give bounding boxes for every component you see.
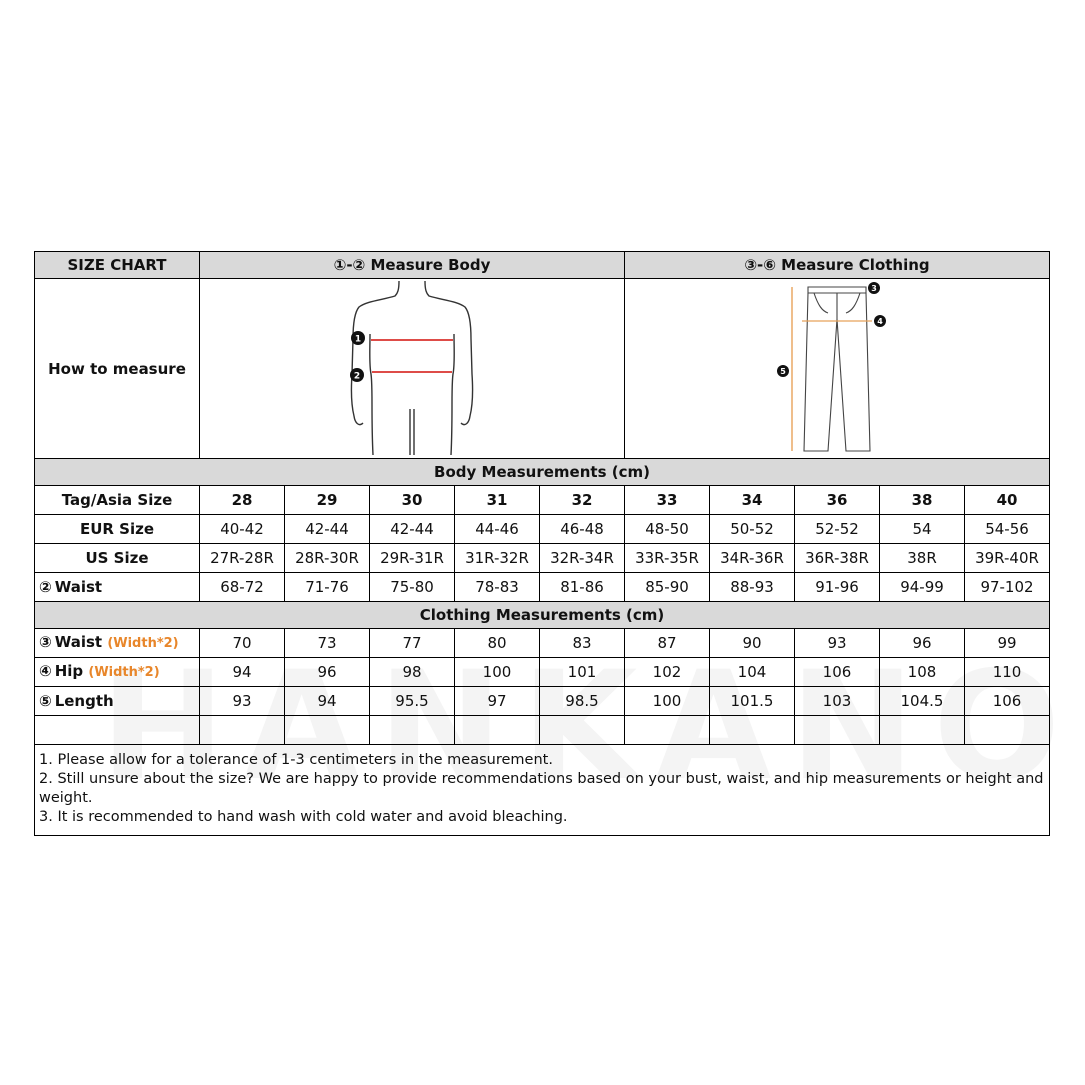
table-cell: 31R-32R — [455, 544, 540, 573]
table-cell: 96 — [880, 629, 965, 658]
table-cell: 110 — [965, 658, 1050, 687]
table-row — [35, 687, 1050, 716]
empty-cell — [200, 716, 285, 745]
table-cell: 54 — [880, 515, 965, 544]
size-chart-table — [34, 251, 1050, 836]
note-line: 2. Still unsure about the size? We are happy to provide recommendations based on your bust, waist, and hip measurements or height and weight. — [39, 771, 1044, 806]
width-note: (Width*2) — [107, 636, 179, 651]
table-cell: 50-52 — [710, 515, 795, 544]
empty-cell — [285, 716, 370, 745]
marker-5-label: 5 — [780, 367, 786, 376]
table-cell: 36 — [795, 486, 880, 515]
table-cell: 34 — [710, 486, 795, 515]
empty-cell — [455, 716, 540, 745]
table-row — [35, 544, 1050, 573]
table-cell: 104 — [710, 658, 795, 687]
table-cell: 101 — [540, 658, 625, 687]
table-cell: 99 — [965, 629, 1050, 658]
table-cell: 104.5 — [880, 687, 965, 716]
table-cell: 30 — [370, 486, 455, 515]
table-cell: 100 — [455, 658, 540, 687]
table-row — [35, 515, 1050, 544]
table-cell: 101.5 — [710, 687, 795, 716]
measurement-marker-icon: ② — [39, 578, 52, 596]
table-cell: 71-76 — [285, 573, 370, 602]
chart-header-row — [35, 252, 1050, 279]
table-cell: 87 — [625, 629, 710, 658]
empty-cell — [625, 716, 710, 745]
row-label-text: EUR Size — [79, 520, 155, 538]
table-cell: 78-83 — [455, 573, 540, 602]
how-to-measure-label: How to measure — [35, 279, 200, 459]
clothing-measurements-title: Clothing Measurements (cm) — [35, 602, 1050, 629]
table-cell: 39R-40R — [965, 544, 1050, 573]
body-section-header-row — [35, 459, 1050, 486]
marker-4-label: 4 — [877, 317, 883, 326]
table-cell: 95.5 — [370, 687, 455, 716]
table-cell: 100 — [625, 687, 710, 716]
table-cell: 108 — [880, 658, 965, 687]
clothing-diagram-cell — [625, 279, 1050, 459]
measurement-marker-icon: ④ — [39, 662, 52, 680]
empty-cell — [540, 716, 625, 745]
marker-1-label: 1 — [354, 334, 362, 345]
table-row — [35, 486, 1050, 515]
body-measurements-title: Body Measurements (cm) — [35, 459, 1050, 486]
clothing-section-header-row — [35, 602, 1050, 629]
marker-2-label: 2 — [353, 371, 361, 382]
table-cell: 96 — [285, 658, 370, 687]
table-cell: 68-72 — [200, 573, 285, 602]
table-cell: 73 — [285, 629, 370, 658]
table-row — [35, 658, 1050, 687]
table-cell: 32R-34R — [540, 544, 625, 573]
note-line: 3. It is recommended to hand wash with cold water and avoid bleaching. — [39, 809, 568, 825]
table-cell: 97-102 — [965, 573, 1050, 602]
table-cell: 94-99 — [880, 573, 965, 602]
table-cell: 40 — [965, 486, 1050, 515]
measure-clothing-heading: ③-⑥ Measure Clothing — [625, 252, 1050, 279]
table-row — [35, 573, 1050, 602]
marker-3-label: 3 — [871, 284, 877, 293]
row-label — [35, 687, 200, 716]
table-cell: 36R-38R — [795, 544, 880, 573]
empty-cell — [35, 716, 200, 745]
table-cell: 98.5 — [540, 687, 625, 716]
table-cell: 38R — [880, 544, 965, 573]
table-cell: 93 — [795, 629, 880, 658]
table-cell: 29 — [285, 486, 370, 515]
table-cell: 42-44 — [370, 515, 455, 544]
table-cell: 29R-31R — [370, 544, 455, 573]
table-cell: 80 — [455, 629, 540, 658]
table-cell: 90 — [710, 629, 795, 658]
table-cell: 83 — [540, 629, 625, 658]
table-cell: 32 — [540, 486, 625, 515]
table-cell: 70 — [200, 629, 285, 658]
table-cell: 33 — [625, 486, 710, 515]
body-diagram-cell — [200, 279, 625, 459]
table-cell: 38 — [880, 486, 965, 515]
row-label-text: Tag/Asia Size — [61, 491, 173, 509]
measure-body-heading: ①-② Measure Body — [200, 252, 625, 279]
table-cell: 28 — [200, 486, 285, 515]
table-cell: 31 — [455, 486, 540, 515]
row-label-text: US Size — [85, 549, 149, 567]
table-cell: 85-90 — [625, 573, 710, 602]
notes-row — [35, 745, 1050, 836]
table-cell: 27R-28R — [200, 544, 285, 573]
table-row — [35, 629, 1050, 658]
table-cell: 77 — [370, 629, 455, 658]
table-cell: 94 — [200, 658, 285, 687]
row-label — [35, 544, 200, 573]
empty-cell — [795, 716, 880, 745]
table-cell: 52-52 — [795, 515, 880, 544]
table-cell: 40-42 — [200, 515, 285, 544]
table-cell: 106 — [795, 658, 880, 687]
empty-row — [35, 716, 1050, 745]
row-label — [35, 573, 200, 602]
empty-cell — [370, 716, 455, 745]
row-label-text: Waist — [54, 578, 103, 596]
table-cell: 103 — [795, 687, 880, 716]
table-cell: 102 — [625, 658, 710, 687]
table-cell: 94 — [285, 687, 370, 716]
row-label — [35, 658, 200, 687]
empty-cell — [710, 716, 795, 745]
table-cell: 106 — [965, 687, 1050, 716]
size-chart-title: SIZE CHART — [35, 252, 200, 279]
table-cell: 33R-35R — [625, 544, 710, 573]
table-cell: 91-96 — [795, 573, 880, 602]
table-cell: 98 — [370, 658, 455, 687]
measurement-marker-icon: ③ — [39, 633, 52, 651]
table-cell: 93 — [200, 687, 285, 716]
table-cell: 46-48 — [540, 515, 625, 544]
table-cell: 42-44 — [285, 515, 370, 544]
table-cell: 48-50 — [625, 515, 710, 544]
table-cell: 54-56 — [965, 515, 1050, 544]
notes-cell — [35, 745, 1050, 836]
row-label — [35, 515, 200, 544]
row-label — [35, 629, 200, 658]
table-cell: 81-86 — [540, 573, 625, 602]
note-line: 1. Please allow for a tolerance of 1-3 centimeters in the measurement. — [39, 752, 553, 768]
table-cell: 44-46 — [455, 515, 540, 544]
empty-cell — [880, 716, 965, 745]
empty-cell — [965, 716, 1050, 745]
pants-illustration — [762, 279, 912, 455]
table-cell: 97 — [455, 687, 540, 716]
table-cell: 75-80 — [370, 573, 455, 602]
body-figure-illustration — [337, 279, 487, 455]
how-to-measure-row — [35, 279, 1050, 459]
row-label — [35, 486, 200, 515]
table-cell: 28R-30R — [285, 544, 370, 573]
width-note: (Width*2) — [88, 665, 160, 680]
table-cell: 88-93 — [710, 573, 795, 602]
measurement-marker-icon: ⑤ — [39, 692, 52, 710]
table-cell: 34R-36R — [710, 544, 795, 573]
row-label-text: Waist — [54, 633, 103, 651]
row-label-text: Length — [54, 692, 114, 710]
row-label-text: Hip — [54, 662, 84, 680]
